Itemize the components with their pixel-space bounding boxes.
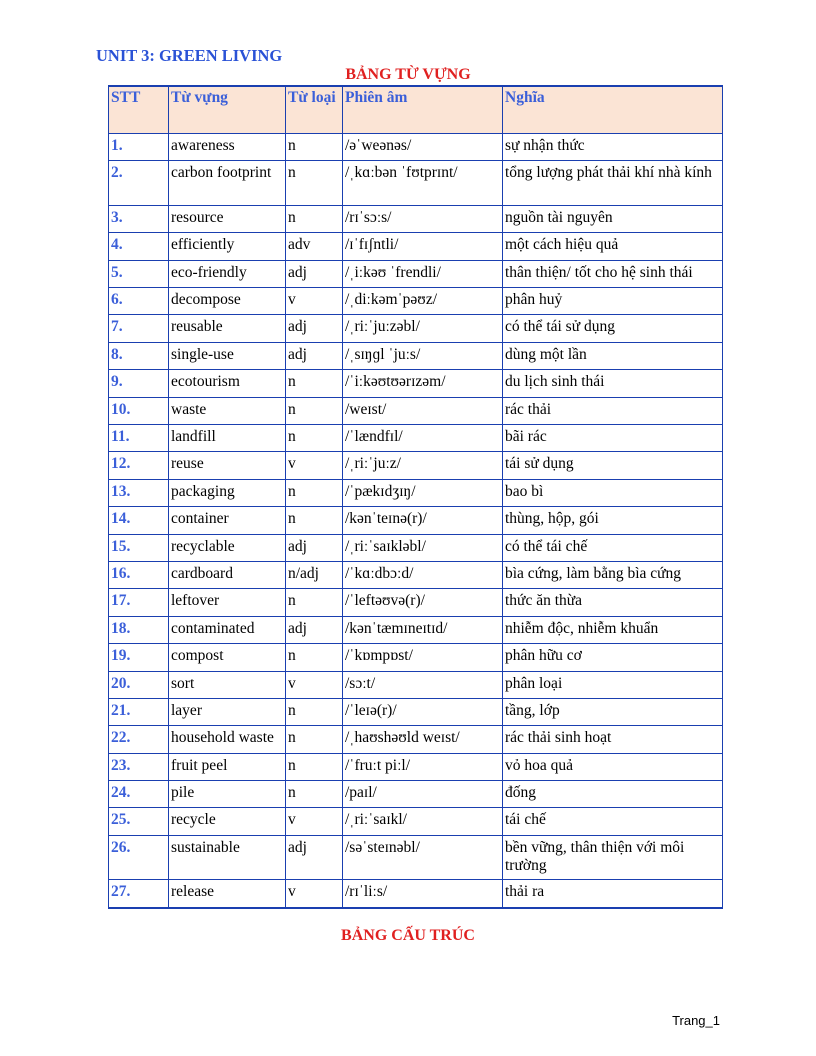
header-pronunciation: Phiên âm <box>343 86 503 134</box>
cell-meaning: tái sử dụng <box>503 452 723 479</box>
cell-word: carbon footprint <box>169 161 286 206</box>
cell-part-of-speech: n <box>286 726 343 753</box>
cell-stt: 9. <box>109 370 169 397</box>
table-row <box>109 753 723 780</box>
cell-word: packaging <box>169 479 286 506</box>
table-row <box>109 315 723 342</box>
cell-stt: 22. <box>109 726 169 753</box>
cell-pronunciation: /ˌriːˈsaɪkl/ <box>343 808 503 835</box>
vocabulary-table-title: BẢNG TỪ VỰNG <box>345 66 471 83</box>
cell-word: contaminated <box>169 616 286 643</box>
cell-stt: 11. <box>109 425 169 452</box>
table-row <box>109 507 723 534</box>
cell-word: ecotourism <box>169 370 286 397</box>
cell-stt: 6. <box>109 288 169 315</box>
cell-part-of-speech: adj <box>286 260 343 287</box>
cell-part-of-speech: n <box>286 370 343 397</box>
table-row <box>109 260 723 287</box>
table-header-row <box>109 86 723 134</box>
cell-stt: 18. <box>109 616 169 643</box>
header-part-of-speech: Từ loại <box>286 86 343 134</box>
cell-part-of-speech: n <box>286 425 343 452</box>
cell-part-of-speech: n <box>286 698 343 725</box>
cell-part-of-speech: v <box>286 880 343 908</box>
cell-stt: 4. <box>109 233 169 260</box>
cell-part-of-speech: adj <box>286 616 343 643</box>
cell-pronunciation: /ˈfruːt piːl/ <box>343 753 503 780</box>
cell-pronunciation: /ˈpækɪdʒɪŋ/ <box>343 479 503 506</box>
header-meaning: Nghĩa <box>503 86 723 134</box>
cell-part-of-speech: adj <box>286 342 343 369</box>
cell-meaning: vỏ hoa quả <box>503 753 723 780</box>
cell-part-of-speech: n <box>286 753 343 780</box>
cell-meaning: dùng một lần <box>503 342 723 369</box>
cell-pronunciation: /ɪˈfɪʃntli/ <box>343 233 503 260</box>
cell-meaning: một cách hiệu quả <box>503 233 723 260</box>
cell-part-of-speech: adj <box>286 315 343 342</box>
cell-meaning: tầng, lớp <box>503 698 723 725</box>
cell-meaning: bền vững, thân thiện với môi trường <box>503 835 723 880</box>
cell-meaning: du lịch sinh thái <box>503 370 723 397</box>
cell-pronunciation: /ˌhaʊshəʊld weɪst/ <box>343 726 503 753</box>
cell-part-of-speech: n <box>286 161 343 206</box>
table-row <box>109 452 723 479</box>
cell-stt: 20. <box>109 671 169 698</box>
table-row <box>109 561 723 588</box>
cell-pronunciation: /ˌriːˈjuːzəbl/ <box>343 315 503 342</box>
cell-part-of-speech: n <box>286 397 343 424</box>
cell-part-of-speech: n <box>286 589 343 616</box>
cell-stt: 24. <box>109 781 169 808</box>
cell-word: resource <box>169 205 286 232</box>
cell-stt: 19. <box>109 644 169 671</box>
cell-meaning: thức ăn thừa <box>503 589 723 616</box>
cell-pronunciation: /kənˈtæmɪneɪtɪd/ <box>343 616 503 643</box>
cell-pronunciation: /ˈkɑːdbɔːd/ <box>343 561 503 588</box>
cell-meaning: bìa cứng, làm bằng bìa cứng <box>503 561 723 588</box>
header-stt: STT <box>109 86 169 134</box>
cell-word: container <box>169 507 286 534</box>
cell-meaning: có thể tái sử dụng <box>503 315 723 342</box>
table-row <box>109 370 723 397</box>
cell-pronunciation: /ˈleftəʊvə(r)/ <box>343 589 503 616</box>
cell-stt: 17. <box>109 589 169 616</box>
cell-stt: 15. <box>109 534 169 561</box>
cell-stt: 14. <box>109 507 169 534</box>
cell-word: recycle <box>169 808 286 835</box>
cell-part-of-speech: adj <box>286 835 343 880</box>
cell-pronunciation: /səˈsteɪnəbl/ <box>343 835 503 880</box>
table-row <box>109 726 723 753</box>
cell-word: compost <box>169 644 286 671</box>
cell-stt: 1. <box>109 134 169 161</box>
cell-part-of-speech: adv <box>286 233 343 260</box>
table-row <box>109 134 723 161</box>
table-row <box>109 479 723 506</box>
cell-meaning: nguồn tài nguyên <box>503 205 723 232</box>
cell-stt: 21. <box>109 698 169 725</box>
cell-word: reuse <box>169 452 286 479</box>
cell-meaning: tổng lượng phát thải khí nhà kính <box>503 161 723 206</box>
cell-pronunciation: /ˌiːkəʊ ˈfrendli/ <box>343 260 503 287</box>
cell-stt: 23. <box>109 753 169 780</box>
cell-pronunciation: /ˌriːˈsaɪkləbl/ <box>343 534 503 561</box>
cell-pronunciation: /rɪˈliːs/ <box>343 880 503 908</box>
cell-stt: 25. <box>109 808 169 835</box>
table-row <box>109 161 723 206</box>
cell-stt: 7. <box>109 315 169 342</box>
cell-stt: 5. <box>109 260 169 287</box>
cell-pronunciation: /kənˈteɪnə(r)/ <box>343 507 503 534</box>
table-row <box>109 397 723 424</box>
cell-meaning: thùng, hộp, gói <box>503 507 723 534</box>
cell-pronunciation: /ˌkɑːbən ˈfʊtprɪnt/ <box>343 161 503 206</box>
cell-stt: 16. <box>109 561 169 588</box>
cell-word: release <box>169 880 286 908</box>
cell-meaning: rác thải <box>503 397 723 424</box>
cell-part-of-speech: n <box>286 781 343 808</box>
cell-stt: 10. <box>109 397 169 424</box>
cell-meaning: tái chế <box>503 808 723 835</box>
cell-word: cardboard <box>169 561 286 588</box>
structure-table-title: BẢNG CẤU TRÚC <box>341 927 475 944</box>
cell-pronunciation: /ˈleɪə(r)/ <box>343 698 503 725</box>
cell-meaning: bao bì <box>503 479 723 506</box>
cell-meaning: sự nhận thức <box>503 134 723 161</box>
table-row <box>109 616 723 643</box>
cell-pronunciation: /ˌdiːkəmˈpəʊz/ <box>343 288 503 315</box>
cell-part-of-speech: v <box>286 808 343 835</box>
cell-word: landfill <box>169 425 286 452</box>
cell-word: eco-friendly <box>169 260 286 287</box>
cell-pronunciation: /rɪˈsɔːs/ <box>343 205 503 232</box>
cell-meaning: có thể tái chế <box>503 534 723 561</box>
cell-word: pile <box>169 781 286 808</box>
cell-meaning: thải ra <box>503 880 723 908</box>
table-row <box>109 288 723 315</box>
table-row <box>109 808 723 835</box>
unit-title: UNIT 3: GREEN LIVING <box>96 46 283 65</box>
cell-part-of-speech: v <box>286 452 343 479</box>
cell-meaning: bãi rác <box>503 425 723 452</box>
cell-pronunciation: /ˌsɪŋɡl ˈjuːs/ <box>343 342 503 369</box>
table-row <box>109 342 723 369</box>
vocabulary-table <box>108 85 723 909</box>
cell-word: decompose <box>169 288 286 315</box>
cell-meaning: đống <box>503 781 723 808</box>
table-row <box>109 644 723 671</box>
table-row <box>109 671 723 698</box>
cell-part-of-speech: n <box>286 479 343 506</box>
cell-word: waste <box>169 397 286 424</box>
cell-stt: 26. <box>109 835 169 880</box>
cell-word: sustainable <box>169 835 286 880</box>
table-row <box>109 589 723 616</box>
cell-stt: 13. <box>109 479 169 506</box>
cell-word: fruit peel <box>169 753 286 780</box>
cell-meaning: rác thải sinh hoạt <box>503 726 723 753</box>
cell-meaning: phân hữu cơ <box>503 644 723 671</box>
cell-word: leftover <box>169 589 286 616</box>
table-row <box>109 233 723 260</box>
cell-pronunciation: /sɔːt/ <box>343 671 503 698</box>
cell-stt: 8. <box>109 342 169 369</box>
cell-word: efficiently <box>169 233 286 260</box>
header-word: Từ vựng <box>169 86 286 134</box>
cell-pronunciation: /weɪst/ <box>343 397 503 424</box>
page-number: Trang_1 <box>672 1013 720 1028</box>
cell-stt: 3. <box>109 205 169 232</box>
table-row <box>109 835 723 880</box>
cell-pronunciation: /əˈweənəs/ <box>343 134 503 161</box>
cell-pronunciation: /paɪl/ <box>343 781 503 808</box>
cell-part-of-speech: n <box>286 205 343 232</box>
cell-word: sort <box>169 671 286 698</box>
cell-meaning: thân thiện/ tốt cho hệ sinh thái <box>503 260 723 287</box>
cell-part-of-speech: v <box>286 288 343 315</box>
cell-part-of-speech: v <box>286 671 343 698</box>
cell-pronunciation: /ˈlændfɪl/ <box>343 425 503 452</box>
cell-part-of-speech: n <box>286 134 343 161</box>
table-row <box>109 205 723 232</box>
table-row <box>109 781 723 808</box>
cell-part-of-speech: n/adj <box>286 561 343 588</box>
cell-part-of-speech: n <box>286 507 343 534</box>
cell-pronunciation: /ˈiːkəʊtʊərɪzəm/ <box>343 370 503 397</box>
table-row <box>109 698 723 725</box>
cell-stt: 27. <box>109 880 169 908</box>
cell-word: layer <box>169 698 286 725</box>
cell-stt: 12. <box>109 452 169 479</box>
cell-word: reusable <box>169 315 286 342</box>
cell-pronunciation: /ˈkɒmpɒst/ <box>343 644 503 671</box>
cell-meaning: phân huỷ <box>503 288 723 315</box>
cell-word: awareness <box>169 134 286 161</box>
cell-part-of-speech: n <box>286 644 343 671</box>
cell-word: household waste <box>169 726 286 753</box>
cell-pronunciation: /ˌriːˈjuːz/ <box>343 452 503 479</box>
cell-stt: 2. <box>109 161 169 206</box>
table-row <box>109 880 723 908</box>
cell-meaning: phân loại <box>503 671 723 698</box>
table-row <box>109 534 723 561</box>
cell-meaning: nhiễm độc, nhiễm khuẩn <box>503 616 723 643</box>
cell-word: recyclable <box>169 534 286 561</box>
cell-part-of-speech: adj <box>286 534 343 561</box>
cell-word: single-use <box>169 342 286 369</box>
table-row <box>109 425 723 452</box>
